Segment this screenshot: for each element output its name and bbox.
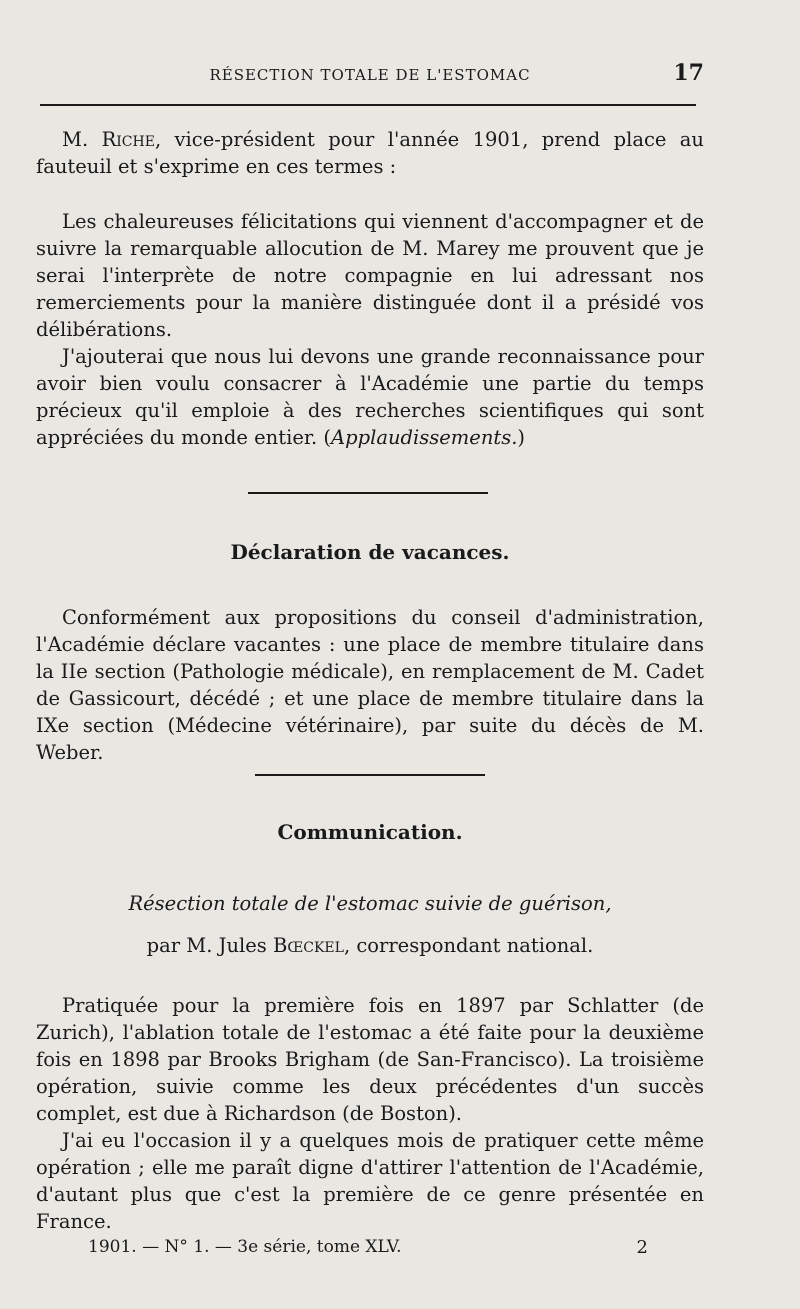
communication-paragraph-2: J'ai eu l'occasion il y a quelques mois de pratiquer cette même opération ; elle me paraît digne d'attirer l'attention de l'Académie, d'autant plus que c'est la première de ce genre présentée en France. xyxy=(36,1129,704,1233)
vacancies-paragraph: Conformément aux propositions du conseil d'administration, l'Académie déclare vacantes : une place de membre titulaire dans la IIe section (Pathologie médicale), en remplacement de M. Cadet de Gassicourt, décédé ; et une place de membre titulaire dans la IXe section (Médecine vétérinaire), par suite du décès de M. Weber. xyxy=(36,606,704,764)
running-title: RÉSECTION TOTALE DE L'ESTOMAC xyxy=(209,66,531,84)
speech-paragraph-2-text: J'ajouterai que nous lui devons une grande reconnaissance pour avoir bien voulu consacrer à l'Académie une partie du temps précieux qu'il emploie à des recherches scientifiques qui sont appréciées du monde entier. ( xyxy=(36,345,704,449)
speech-block xyxy=(36,208,704,451)
speech-paragraph-2 xyxy=(36,343,704,451)
speaker-name: Riche xyxy=(101,128,155,151)
speech-paragraph-1: Les chaleureuses félicitations qui viennent d'accompagner et de suivre la remarquable allocution de M. Marey me prouvent que je serai l'interprète de notre compagnie en lui adressant nos remerciements pour la manière distinguée dont il a présidé vos délibérations. xyxy=(36,210,704,341)
opening-prefix: M. xyxy=(62,128,102,151)
communication-heading: Communication. xyxy=(277,820,463,844)
page-number: 17 xyxy=(673,60,704,86)
author-name: Bœckel xyxy=(273,934,344,957)
byline-prefix: par M. Jules xyxy=(146,934,274,957)
communication-paragraph-1: Pratiquée pour la première fois en 1897 par Schlatter (de Zurich), l'ablation totale de l'estomac a été faite pour la deuxième fois en 1898 par Brooks Brigham (de San-Francisco). La troisième opération, suivie comme les deux précédentes d'un succès complet, est due à Richardson (de Boston). xyxy=(36,994,704,1125)
speech-paragraph-2-end: ) xyxy=(517,426,526,449)
section-rule-1 xyxy=(248,492,488,494)
opening-block xyxy=(36,126,704,180)
header-rule xyxy=(40,104,696,106)
byline-suffix: , correspondant national. xyxy=(343,934,594,957)
running-head xyxy=(36,60,704,90)
footer-series: 1901. — N° 1. — 3e série, tome XLV. xyxy=(88,1237,402,1257)
communication-block xyxy=(36,992,704,1235)
section-rule-2 xyxy=(255,774,485,776)
opening-paragraph xyxy=(36,126,704,180)
byline xyxy=(36,934,704,957)
applause: Applaudissements. xyxy=(331,426,518,449)
vacancies-heading: Déclaration de vacances. xyxy=(230,540,510,564)
page-footer xyxy=(88,1237,648,1257)
vacancies-block xyxy=(36,604,704,766)
opening-rest: , vice-président pour l'année 1901, prend place au fauteuil et s'exprime en ces termes : xyxy=(36,128,704,178)
signature-mark: 2 xyxy=(636,1237,648,1258)
communication-subtitle: Résection totale de l'estomac suivie de guérison, xyxy=(128,892,612,915)
